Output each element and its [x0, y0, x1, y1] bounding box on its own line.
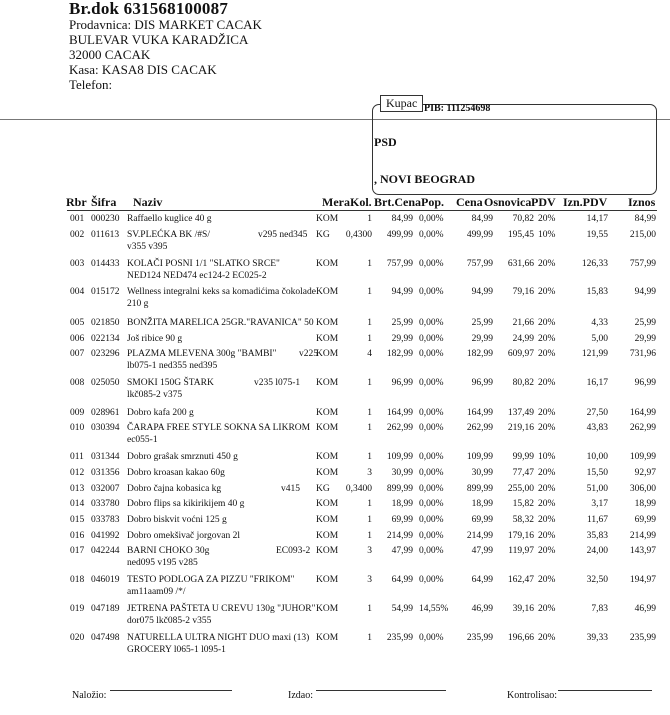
cell-iznos: 96,99: [634, 378, 656, 388]
cell-rbr: 011: [70, 452, 84, 462]
cell-pop: 0,00%: [419, 499, 444, 509]
cell-brt-cena: 25,99: [391, 318, 413, 328]
cell-kol: 1: [367, 214, 372, 224]
col-kol: Kol.: [350, 195, 372, 209]
cell-sifra: 041992: [91, 531, 120, 541]
store-city: 32000 CACAK: [69, 47, 151, 62]
cell-cena: 69,99: [471, 515, 493, 525]
cell-pop: 0,00%: [419, 546, 444, 556]
cell-brt-cena: 899,99: [386, 484, 413, 494]
cell-naziv: BONŽITA MARELICA 25GR."RAVANICA" 50: [127, 318, 314, 328]
cell-pdv: 20%: [538, 334, 556, 344]
cell-pop: 0,00%: [419, 318, 444, 328]
buyer-name: PSD: [374, 135, 397, 149]
cell-sifra: 022134: [91, 334, 120, 344]
cell-cena: 46,99: [471, 604, 493, 614]
cell-sifra: 047498: [91, 633, 120, 643]
document-number: Br.dok 631568100087: [69, 0, 229, 18]
cell-sifra: 021850: [91, 318, 120, 328]
cell-izn-pdv: 10,00: [586, 452, 608, 462]
cell-naziv: Dobro čajna kobasica kg: [127, 484, 222, 494]
cell-pop: 0,00%: [419, 349, 444, 359]
cell-naziv: NATURELLA ULTRA NIGHT DUO maxi (13): [127, 633, 310, 643]
col-pop: Pop.: [421, 195, 445, 209]
cell-pdv: 20%: [538, 468, 556, 478]
cell-osnovica: 99,99: [512, 452, 534, 462]
cash-register: Kasa: KASA8 DIS CACAK: [69, 62, 217, 77]
cell-code-note: EC093-2: [276, 546, 311, 556]
cell-kol: 1: [367, 334, 372, 344]
cell-rbr: 006: [70, 334, 85, 344]
store-street: BULEVAR VUKA KARADŽICA: [69, 32, 249, 47]
cell-iznos: 306,00: [629, 484, 656, 494]
cell-osnovica: 119,97: [508, 546, 534, 556]
cell-brt-cena: 69,99: [391, 515, 413, 525]
cell-iznos: 29,99: [634, 334, 656, 344]
cell-osnovica: 631,66: [507, 259, 534, 269]
cell-rbr: 007: [70, 349, 85, 359]
cell-sifra: 025050: [91, 378, 120, 388]
cell-naziv: ned095 v195 v285: [127, 558, 198, 568]
cell-rbr: 004: [70, 287, 85, 297]
cell-mera: KOM: [316, 349, 339, 359]
cell-iznos: 109,99: [629, 452, 656, 462]
cell-naziv: dor075 lkč085-2 v355: [127, 616, 212, 626]
cell-iznos: 262,99: [629, 423, 656, 433]
cell-mera: KG: [316, 484, 330, 494]
cell-mera: KOM: [316, 408, 339, 418]
cell-iznos: 18,99: [634, 499, 656, 509]
cell-code-note: v225: [299, 349, 318, 359]
cell-cena: 25,99: [471, 318, 493, 328]
cell-sifra: 031356: [91, 468, 120, 478]
cell-pop: 0,00%: [419, 531, 444, 541]
cell-sifra: 046019: [91, 575, 120, 585]
cell-naziv: lkč085-2 v375: [127, 390, 183, 400]
cell-cena: 29,99: [471, 334, 493, 344]
cell-pdv: 20%: [538, 349, 556, 359]
cell-kol: 1: [367, 604, 372, 614]
cell-osnovica: 137,49: [507, 408, 534, 418]
cell-pdv: 20%: [538, 604, 556, 614]
cell-code-note: v235 l075-1: [254, 378, 301, 388]
cell-rbr: 014: [70, 499, 85, 509]
cell-naziv: Dobro omekšivač jorgovan 2l: [127, 531, 241, 541]
cell-sifra: 042244: [91, 546, 120, 556]
cell-rbr: 008: [70, 378, 85, 388]
cell-mera: KOM: [316, 468, 339, 478]
cell-izn-pdv: 3,17: [591, 499, 608, 509]
cell-sifra: 047189: [91, 604, 120, 614]
cell-brt-cena: 64,99: [391, 575, 413, 585]
cell-mera: KOM: [316, 546, 339, 556]
cell-brt-cena: 164,99: [386, 408, 413, 418]
cell-pdv: 20%: [538, 287, 556, 297]
cell-brt-cena: 757,99: [386, 259, 413, 269]
cell-kol: 1: [367, 378, 372, 388]
cell-izn-pdv: 35,83: [586, 531, 608, 541]
table-header-rule: [67, 210, 657, 211]
cell-kol: 3: [367, 546, 372, 556]
cell-osnovica: 179,16: [507, 531, 534, 541]
cell-kol: 1: [367, 633, 372, 643]
cell-mera: KOM: [316, 287, 339, 297]
cell-izn-pdv: 24,00: [586, 546, 608, 556]
cell-rbr: 017: [70, 546, 85, 556]
cell-pdv: 20%: [538, 318, 556, 328]
cell-mera: KOM: [316, 531, 339, 541]
cell-pdv: 20%: [538, 423, 556, 433]
cell-pop: 0,00%: [419, 287, 444, 297]
cell-sifra: 031344: [91, 452, 120, 462]
cell-cena: 214,99: [466, 531, 493, 541]
cell-pop: 14,55%: [419, 604, 449, 614]
cell-pop: 0,00%: [419, 484, 444, 494]
cell-iznos: 757,99: [629, 259, 656, 269]
cell-iznos: 214,99: [629, 531, 656, 541]
cell-pop: 0,00%: [419, 259, 444, 269]
cell-pop: 0,00%: [419, 334, 444, 344]
col-cena: Cena: [456, 195, 483, 209]
cell-code-note: v415: [281, 484, 300, 494]
cell-osnovica: 255,00: [507, 484, 534, 494]
cell-cena: 235,99: [466, 633, 493, 643]
cell-sifra: 011613: [91, 230, 120, 240]
cell-izn-pdv: 126,33: [581, 259, 608, 269]
cell-cena: 84,99: [471, 214, 493, 224]
cell-cena: 47,99: [471, 546, 493, 556]
cell-mera: KOM: [316, 214, 339, 224]
cell-kol: 1: [367, 287, 372, 297]
cell-naziv: JETRENA PAŠTETA U CREVU 130g "JUHOR": [127, 604, 316, 614]
cell-code-note: v295 ned345: [258, 230, 308, 240]
cell-osnovica: 195,45: [507, 230, 534, 240]
cell-naziv: Wellness integralni keks sa komadićima čokolade: [127, 287, 316, 297]
cell-iznos: 215,00: [629, 230, 656, 240]
cell-iznos: 25,99: [634, 318, 656, 328]
col-rbr: Rbr: [66, 195, 87, 209]
cell-naziv: KOLAČI POSNI 1/1 "SLATKO SRCE": [127, 259, 280, 269]
cell-naziv: am11aam09 /*/: [127, 587, 186, 597]
cell-iznos: 92,97: [634, 468, 656, 478]
cell-sifra: 033783: [91, 515, 120, 525]
cell-pop: 0,00%: [419, 214, 444, 224]
cell-pdv: 20%: [538, 259, 556, 269]
cell-pdv: 20%: [538, 515, 556, 525]
cell-naziv: Još ribice 90 g: [127, 334, 183, 344]
cell-sifra: 028961: [91, 408, 120, 418]
cell-osnovica: 609,97: [507, 349, 534, 359]
cell-rbr: 016: [70, 531, 85, 541]
cell-naziv: ec055-1: [127, 435, 158, 445]
cell-rbr: 013: [70, 484, 85, 494]
cell-cena: 109,99: [466, 452, 493, 462]
store-phone: Telefon:: [69, 77, 113, 92]
col-brt-cena: Brt.Cena: [374, 195, 421, 209]
cell-brt-cena: 109,99: [386, 452, 413, 462]
cell-pop: 0,00%: [419, 575, 444, 585]
cell-izn-pdv: 7,83: [591, 604, 608, 614]
cell-pop: 0,00%: [419, 408, 444, 418]
cell-mera: KOM: [316, 499, 339, 509]
cell-naziv: SV.PLEĆKA BK /#S/: [127, 230, 210, 240]
col-mera: Mera: [322, 195, 350, 209]
cell-mera: KOM: [316, 318, 339, 328]
cell-kol: 1: [367, 515, 372, 525]
signature-izdao-label: Izdao:: [288, 690, 313, 701]
cell-naziv: Dobro kroasan kakao 60g: [127, 468, 225, 478]
cell-osnovica: 21,66: [512, 318, 534, 328]
cell-naziv: Raffaello kuglice 40 g: [127, 214, 212, 224]
cell-izn-pdv: 51,00: [586, 484, 608, 494]
cell-brt-cena: 235,99: [386, 633, 413, 643]
cell-mera: KOM: [316, 334, 339, 344]
cell-rbr: 012: [70, 468, 85, 478]
cell-brt-cena: 30,99: [391, 468, 413, 478]
cell-cena: 96,99: [471, 378, 493, 388]
cell-rbr: 019: [70, 604, 85, 614]
cell-cena: 182,99: [466, 349, 493, 359]
cell-mera: KOM: [316, 633, 339, 643]
table-header: [0, 195, 670, 211]
cell-osnovica: 24,99: [512, 334, 534, 344]
cell-rbr: 001: [70, 214, 85, 224]
cell-pdv: 20%: [538, 408, 556, 418]
cell-izn-pdv: 11,67: [586, 515, 608, 525]
cell-pop: 0,00%: [419, 230, 444, 240]
cell-brt-cena: 499,99: [386, 230, 413, 240]
cell-kol: 1: [367, 259, 372, 269]
cell-sifra: 000230: [91, 214, 120, 224]
buyer-pib: PIB: 111254698: [424, 103, 491, 114]
cell-naziv: Dobro kafa 200 g: [127, 408, 194, 418]
cell-naziv: BARNI CHOKO 30g: [127, 546, 210, 556]
cell-pop: 0,00%: [419, 423, 444, 433]
cell-pdv: 20%: [538, 633, 556, 643]
cell-pdv: 20%: [538, 214, 556, 224]
cell-pop: 0,00%: [419, 378, 444, 388]
cell-cena: 30,99: [471, 468, 493, 478]
cell-osnovica: 77,47: [512, 468, 534, 478]
cell-naziv: ČARAPA FREE STYLE SOKNA SA LIKROM: [127, 423, 311, 433]
col-izn-pdv: Izn.PDV: [563, 195, 608, 209]
cell-iznos: 69,99: [634, 515, 656, 525]
cell-osnovica: 219,16: [507, 423, 534, 433]
cell-naziv: Dobro graŝak smrznuti 450 g: [127, 452, 238, 462]
cell-mera: KOM: [316, 259, 339, 269]
signature-kontrolisao-label: Kontrolisao:: [507, 690, 557, 701]
cell-osnovica: 80,82: [512, 378, 534, 388]
cell-brt-cena: 262,99: [386, 423, 413, 433]
cell-cena: 499,99: [466, 230, 493, 240]
cell-rbr: 005: [70, 318, 85, 328]
cell-brt-cena: 47,99: [391, 546, 413, 556]
cell-naziv: GROCERY l065-1 l095-1: [127, 645, 226, 655]
cell-mera: KOM: [316, 604, 339, 614]
cell-pdv: 10%: [538, 230, 556, 240]
cell-sifra: 032007: [91, 484, 120, 494]
document-header: [69, 0, 262, 92]
cell-iznos: 46,99: [634, 604, 656, 614]
buyer-city: , NOVI BEOGRAD: [374, 172, 476, 186]
cell-osnovica: 162,47: [507, 575, 534, 585]
col-naziv: Naziv: [133, 195, 163, 209]
cell-cena: 899,99: [466, 484, 493, 494]
cell-osnovica: 79,16: [512, 287, 534, 297]
cell-mera: KOM: [316, 378, 339, 388]
cell-kol: 1: [367, 499, 372, 509]
cell-cena: 18,99: [471, 499, 493, 509]
cell-kol: 1: [367, 408, 372, 418]
cell-izn-pdv: 5,00: [591, 334, 608, 344]
cell-iznos: 84,99: [634, 214, 656, 224]
cell-pdv: 20%: [538, 499, 556, 509]
store-name: Prodavnica: DIS MARKET CACAK: [69, 17, 262, 32]
cell-kol: 1: [367, 452, 372, 462]
cell-osnovica: 15,82: [512, 499, 534, 509]
cell-kol: 1: [367, 531, 372, 541]
cell-pop: 0,00%: [419, 633, 444, 643]
cell-brt-cena: 29,99: [391, 334, 413, 344]
cell-mera: KOM: [316, 575, 339, 585]
cell-naziv: v355 v395: [127, 242, 168, 252]
cell-osnovica: 58,32: [512, 515, 534, 525]
cell-pop: 0,00%: [419, 452, 444, 462]
cell-rbr: 015: [70, 515, 85, 525]
signature-nalozio-label: Naložio:: [72, 690, 107, 701]
cell-iznos: 731,96: [629, 349, 656, 359]
cell-izn-pdv: 27,50: [586, 408, 608, 418]
cell-pdv: 20%: [538, 378, 556, 388]
cell-pop: 0,00%: [419, 515, 444, 525]
cell-mera: KOM: [316, 423, 339, 433]
buyer-label: Kupac: [380, 95, 423, 112]
cell-kol: 0,4300: [345, 230, 372, 240]
cell-rbr: 009: [70, 408, 85, 418]
cell-naziv: NED124 NED474 ec124-2 EC025-2: [127, 271, 267, 281]
cell-kol: 0,3400: [345, 484, 372, 494]
cell-rbr: 010: [70, 423, 85, 433]
cell-izn-pdv: 32,50: [586, 575, 608, 585]
cell-izn-pdv: 15,50: [586, 468, 608, 478]
signature-kontrolisao-line: [558, 690, 652, 691]
cell-naziv: Dobro biskvit voćni 125 g: [127, 515, 227, 525]
cell-sifra: 033780: [91, 499, 120, 509]
cell-kol: 1: [367, 318, 372, 328]
cell-pdv: 20%: [538, 546, 556, 556]
cell-cena: 262,99: [466, 423, 493, 433]
cell-naziv: 210 g: [127, 299, 149, 309]
cell-cena: 757,99: [466, 259, 493, 269]
cell-izn-pdv: 43,83: [586, 423, 608, 433]
cell-cena: 164,99: [466, 408, 493, 418]
cell-mera: KOM: [316, 515, 339, 525]
cell-iznos: 94,99: [634, 287, 656, 297]
cell-izn-pdv: 121,99: [581, 349, 608, 359]
cell-mera: KOM: [316, 452, 339, 462]
cell-sifra: 014433: [91, 259, 120, 269]
cell-sifra: 015172: [91, 287, 120, 297]
cell-izn-pdv: 4,33: [591, 318, 608, 328]
cell-iznos: 235,99: [629, 633, 656, 643]
cell-pdv: 20%: [538, 575, 556, 585]
cell-kol: 3: [367, 575, 372, 585]
cell-naziv: TESTO PODLOGA ZA PIZZU "FRIKOM": [127, 575, 295, 585]
cell-iznos: 194,97: [629, 575, 656, 585]
cell-izn-pdv: 19,55: [586, 230, 608, 240]
cell-cena: 94,99: [471, 287, 493, 297]
cell-rbr: 002: [70, 230, 85, 240]
cell-izn-pdv: 39,33: [586, 633, 608, 643]
cell-sifra: 030394: [91, 423, 120, 433]
cell-naziv: PLAZMA MLEVENA 300g "BAMBI": [127, 349, 277, 359]
cell-rbr: 018: [70, 575, 85, 585]
cell-brt-cena: 94,99: [391, 287, 413, 297]
cell-izn-pdv: 16,17: [586, 378, 608, 388]
cell-osnovica: 70,82: [512, 214, 534, 224]
cell-kol: 3: [367, 468, 372, 478]
cell-sifra: 023296: [91, 349, 120, 359]
cell-pdv: 20%: [538, 531, 556, 541]
cell-pdv: 20%: [538, 484, 556, 494]
cell-brt-cena: 96,99: [391, 378, 413, 388]
cell-osnovica: 196,66: [507, 633, 534, 643]
cell-izn-pdv: 14,17: [586, 214, 608, 224]
cell-izn-pdv: 15,83: [586, 287, 608, 297]
col-sifra: Šifra: [91, 195, 117, 209]
col-pdv: PDV: [531, 195, 556, 209]
cell-rbr: 003: [70, 259, 85, 269]
cell-osnovica: 39,16: [512, 604, 534, 614]
cell-brt-cena: 182,99: [386, 349, 413, 359]
cell-rbr: 020: [70, 633, 85, 643]
cell-naziv: lb075-1 ned355 ned395: [127, 361, 218, 371]
col-osnovica: Osnovica: [484, 195, 532, 209]
cell-mera: KG: [316, 230, 330, 240]
cell-kol: 1: [367, 423, 372, 433]
col-iznos: Iznos: [628, 195, 656, 209]
cell-brt-cena: 54,99: [391, 604, 413, 614]
cell-naziv: SMOKI 150G ŠTARK: [127, 378, 214, 388]
cell-brt-cena: 84,99: [391, 214, 413, 224]
cell-naziv: Dobro flips sa kikirikijem 40 g: [127, 499, 245, 509]
cell-cena: 64,99: [471, 575, 493, 585]
signature-nalozio-line: [110, 690, 232, 691]
cell-iznos: 164,99: [629, 408, 656, 418]
signature-izdao-line: [316, 690, 446, 691]
cell-pdv: 10%: [538, 452, 556, 462]
cell-iznos: 143,97: [629, 546, 656, 556]
cell-brt-cena: 18,99: [391, 499, 413, 509]
cell-kol: 4: [367, 349, 372, 359]
cell-pop: 0,00%: [419, 468, 444, 478]
cell-brt-cena: 214,99: [386, 531, 413, 541]
